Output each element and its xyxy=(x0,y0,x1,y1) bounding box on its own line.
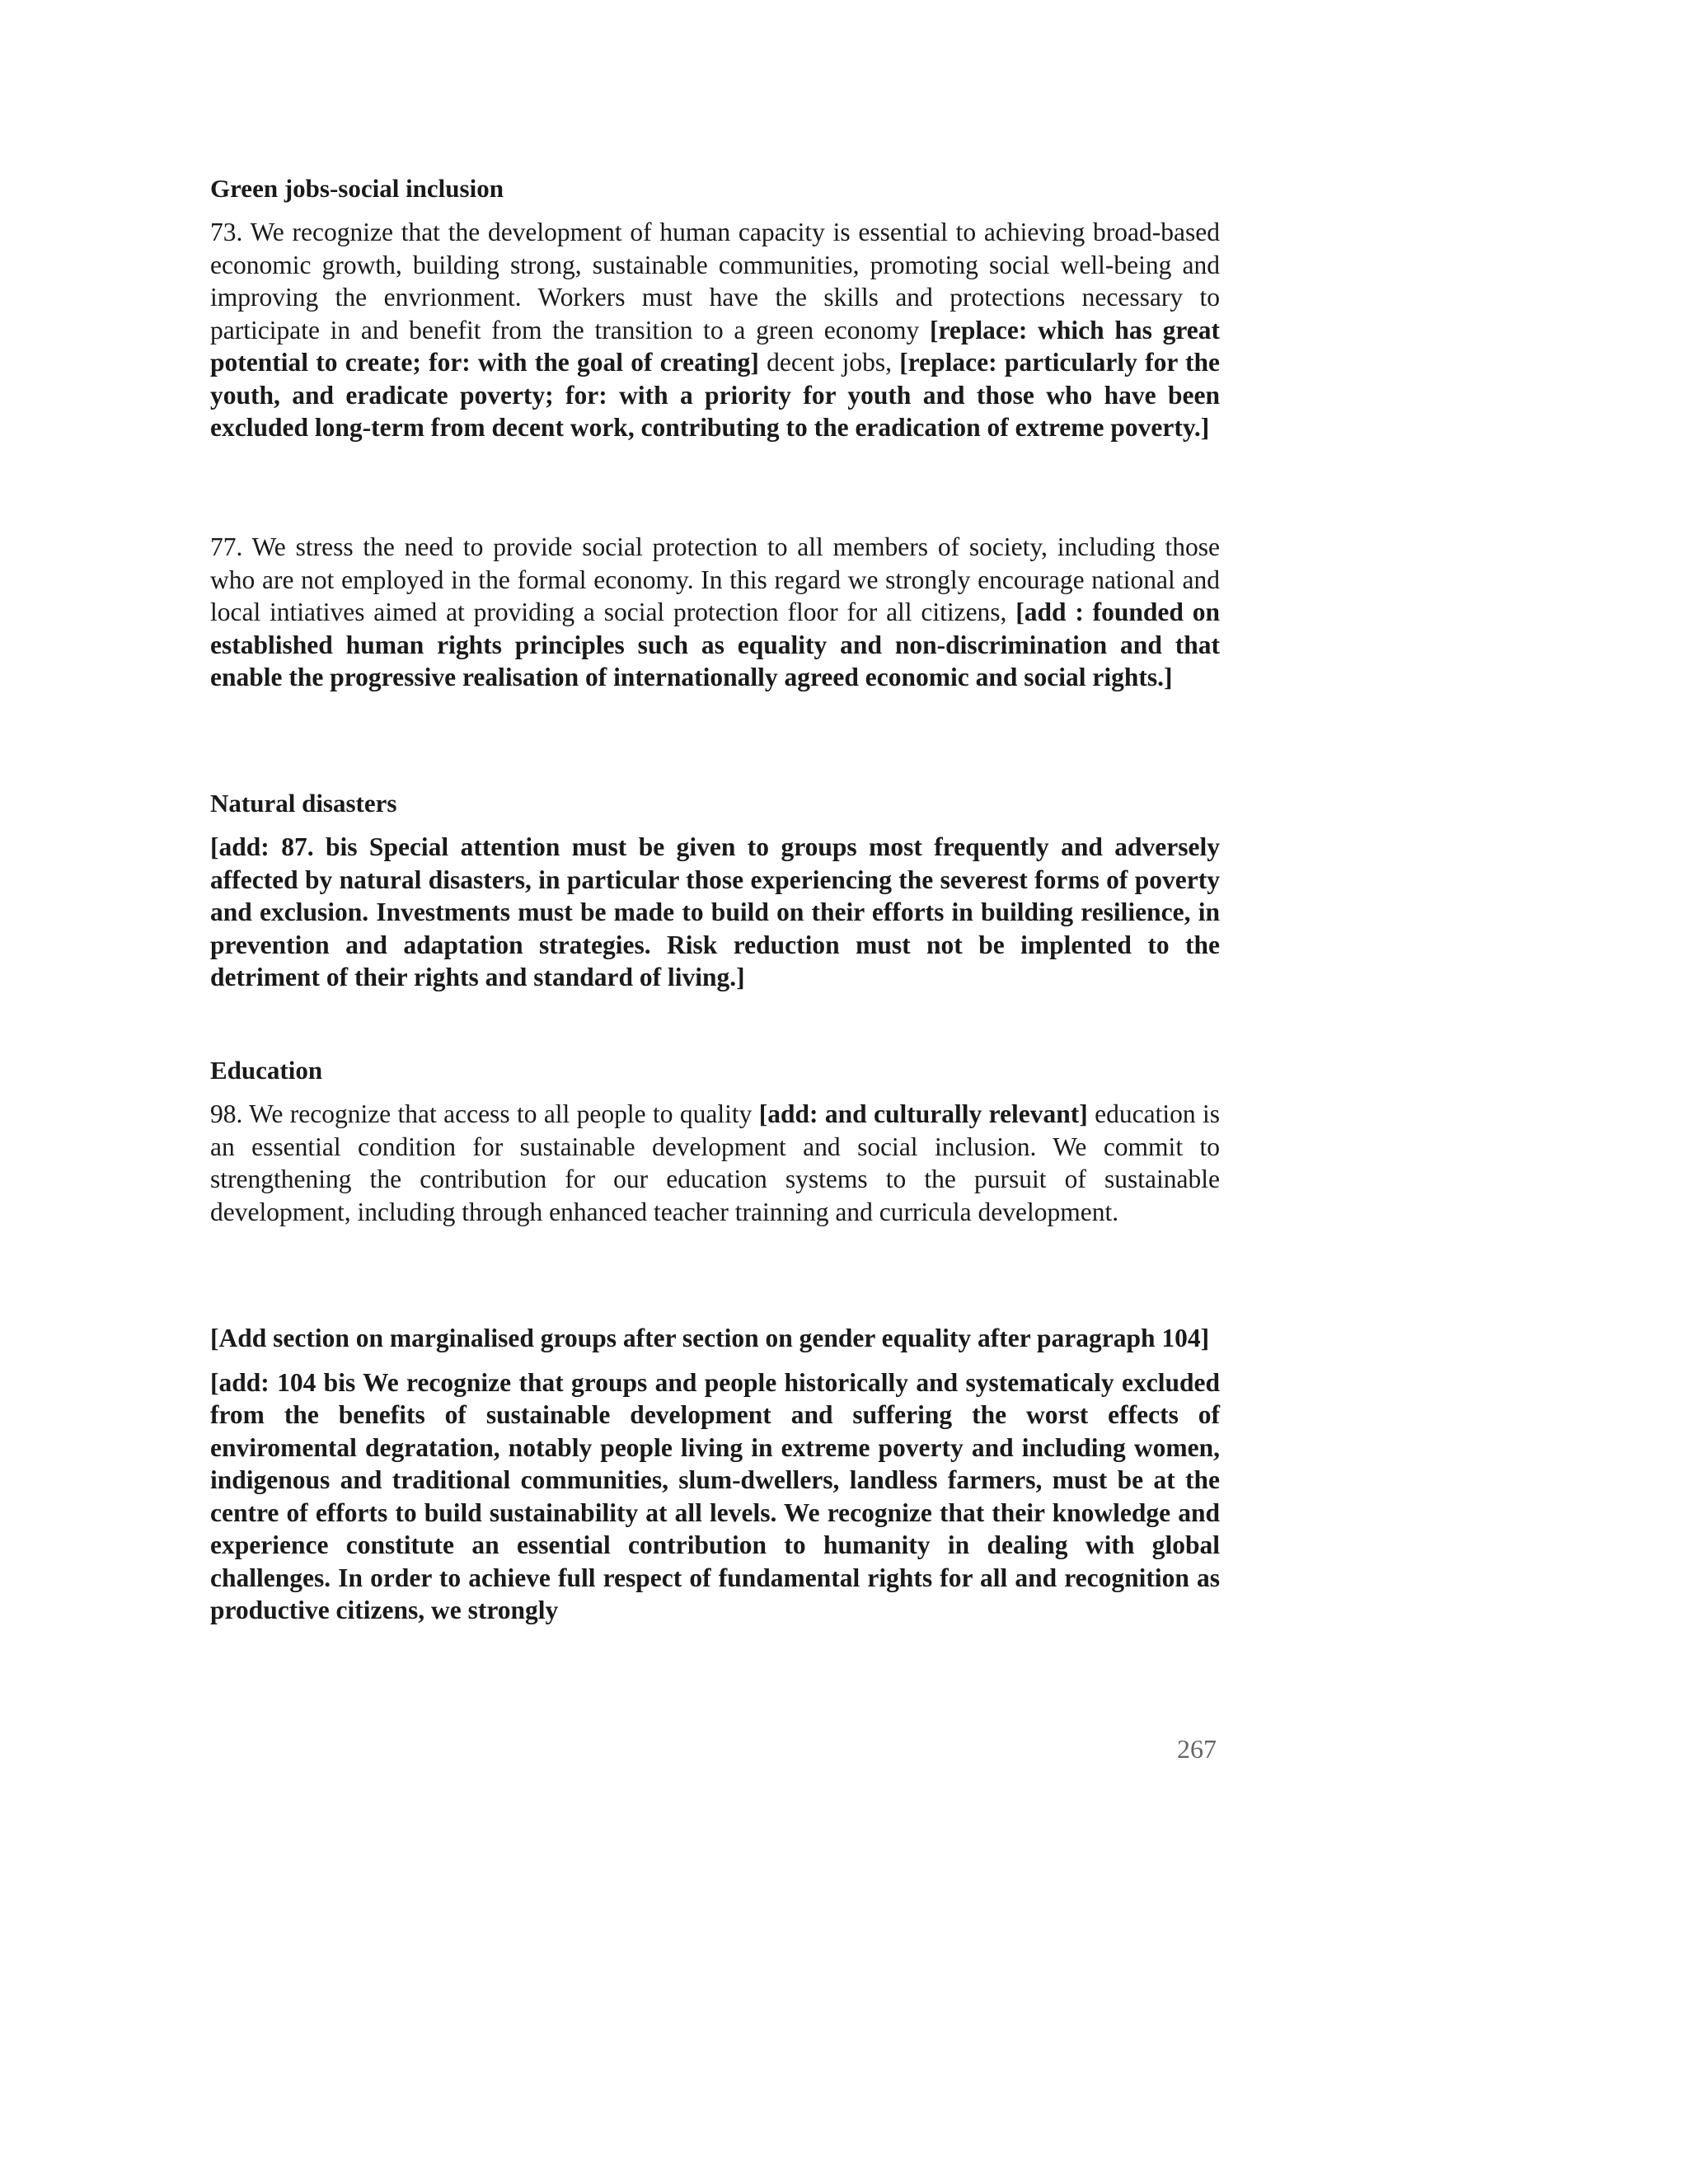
paragraph-73-text-2: decent jobs, xyxy=(758,348,900,377)
paragraph-77-amendment: [add : founded on established human rights principles such as equality and non-discrimination and that enable the progressive realisation of internationally agreed economic and social rights.] xyxy=(210,598,1220,691)
section-heading-green-jobs: Green jobs-social inclusion xyxy=(210,174,504,203)
paragraph-98-amendment: [add: and culturally relevant] xyxy=(758,1099,1088,1128)
paragraph-73-text: 73. We recognize that the development of human capacity is essential to achieving broad-based economic growth, building strong, sustainable communities, promoting social well-being and improving the envrionment. Workers must have the skills and protections necessary to participate in and benefit from the transition to a green economy xyxy=(210,218,1220,344)
section-green-jobs xyxy=(210,173,1220,444)
section-heading-marginalised-groups: [Add section on marginalised groups after section on gender equality after paragraph 104] xyxy=(210,1324,1210,1352)
section-social-protection xyxy=(210,531,1220,694)
paragraph-73-amendment-1: [replace: which has great potential to create; for: with the goal of creating] xyxy=(210,315,1220,377)
section-education xyxy=(210,1055,1220,1228)
section-heading-education: Education xyxy=(210,1056,323,1085)
paragraph-98-text-2: education is an essential condition for sustainable development and social inclusion. We commit to strengthening the contribution for our education systems to the pursuit of sustainable development, including through enhanced teacher trainning and curricula development. xyxy=(210,1099,1220,1226)
section-heading-natural-disasters: Natural disasters xyxy=(210,789,397,818)
paragraph-87-bis: [add: 87. bis Special attention must be given to groups most frequently and adversely affected by natural disasters, in particular those experiencing the severest forms of poverty and exclusion. Investments must be made to build on their efforts in building resilience, in prevention and adaptation strategies. Risk reduction must not be implented to the detriment of their rights and standard of living.] xyxy=(210,832,1220,991)
paragraph-98-text: 98. We recognize that access to all people to quality xyxy=(210,1099,759,1128)
page-number: 267 xyxy=(1177,1734,1217,1764)
paragraph-104-bis: [add: 104 bis We recognize that groups and people historically and systematicaly excluded from the benefits of sustainable development and suffering the worst effects of enviromental degratation, notably people living in extreme poverty and including women, indigenous and traditional communities, slum-dwellers, landless farmers, must be at the centre of efforts to build sustainability at all levels. We recognize that their knowledge and experience constitute an essential contribution to humanity in dealing with global challenges. In order to achieve full respect of fundamental rights for all and recognition as productive citizens, we strongly xyxy=(210,1367,1220,1624)
section-marginalised-groups xyxy=(210,1322,1220,1627)
paragraph-73-amendment-2: [replace: particularly for the youth, and eradicate poverty; for: with a priority for youth and those who have been excluded long-term from decent work, contributing to the eradication of extreme poverty.] xyxy=(210,348,1220,442)
paragraph-73 xyxy=(210,216,1220,444)
paragraph-77 xyxy=(210,531,1220,694)
section-natural-disasters xyxy=(210,788,1220,994)
paragraph-77-text: 77. We stress the need to provide social protection to all members of society, including those who are not employed in the formal economy. In this regard we strongly encourage national and local intiatives aimed at providing a social protection floor for all citizens, xyxy=(210,532,1220,626)
paragraph-98 xyxy=(210,1098,1220,1228)
